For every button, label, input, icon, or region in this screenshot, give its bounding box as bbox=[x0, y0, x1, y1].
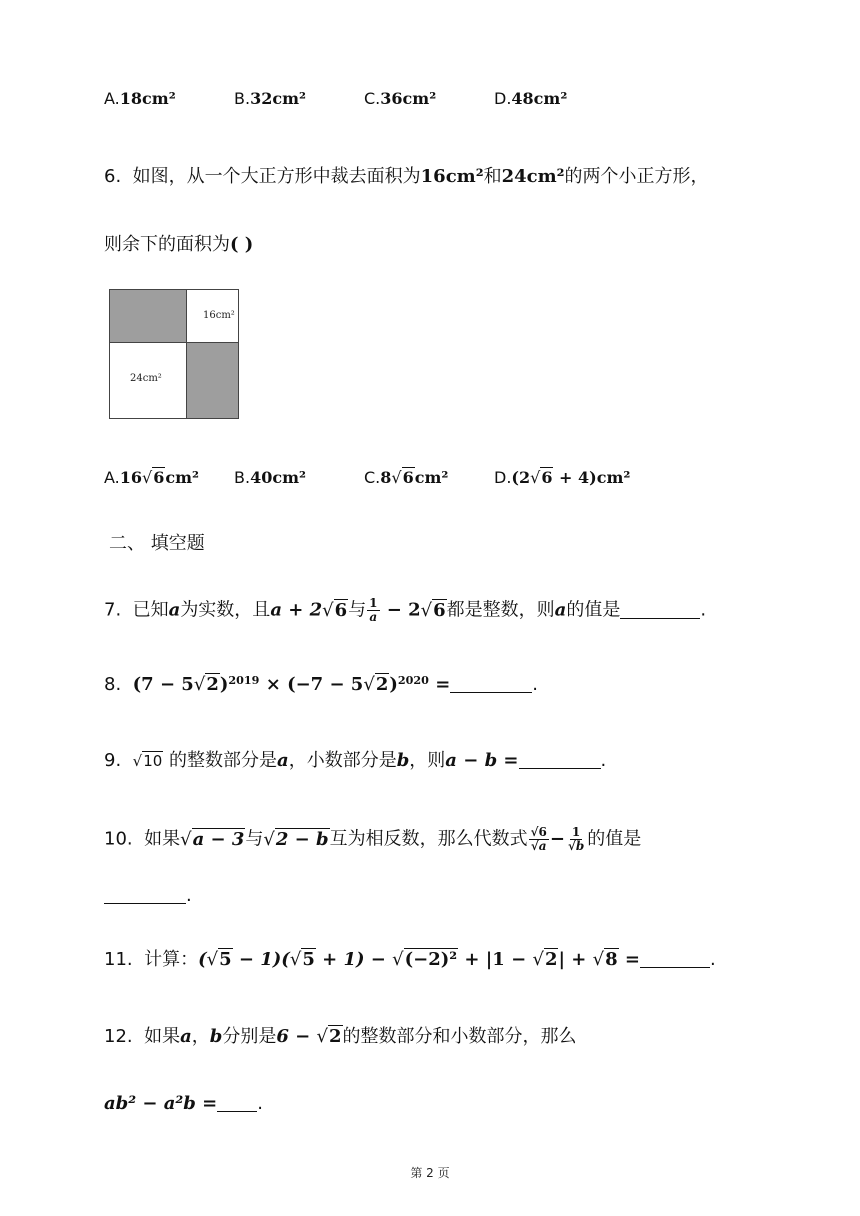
question-6-line1: 6. 如图，从一个大正方形中裁去面积为16cm²和24cm²的两个小正方形， bbox=[104, 166, 709, 187]
q5-option-a: A.18cm² bbox=[104, 89, 176, 108]
small-square-16 bbox=[187, 290, 238, 343]
label-16cm2: 16cm² bbox=[203, 310, 235, 321]
question-12: 12. 如果a，b分别是6 − √2的整数部分和小数部分，那么 bbox=[104, 1026, 577, 1047]
question-8: 8. $(7 - 5√2)^{2019} \times (-7 - 5√2)^{2020}$ = . bbox=[104, 673, 539, 695]
answer-blank[interactable] bbox=[620, 600, 700, 619]
q5-option-b: B.32cm² bbox=[234, 89, 307, 108]
label-24cm2: 24cm² bbox=[130, 373, 162, 384]
question-9: 9. √10 的整数部分是a，小数部分是b，则a − b = . bbox=[104, 750, 607, 771]
question-7: 7. 已知a为实数，且a + 2√6与 $\frac{1}{a}$ − 2√6都是整数，则a的值是 . bbox=[104, 596, 707, 624]
answer-blank[interactable] bbox=[450, 674, 532, 693]
question-11: 11. 计算：(√5 − 1)(√5 + 1) − √(−2)² + |1 − √2| + √8 = . bbox=[104, 949, 716, 970]
answer-blank[interactable] bbox=[640, 949, 710, 968]
squares-figure bbox=[109, 289, 239, 419]
section-title-fill-blank: 二、 填空题 bbox=[109, 533, 205, 554]
shaded-region-bottom-right bbox=[187, 343, 238, 418]
answer-blank[interactable] bbox=[519, 750, 601, 769]
question-6-line2: 则余下的面积为( ) bbox=[104, 234, 254, 255]
q6-option-d: D.(2√6 + 4)cm² bbox=[494, 468, 631, 487]
question-10: 10. 如果√a − 3与√2 − b互为相反数，那么代数式 $\frac{√6}{√a}$ − $\frac{1}{√b}$ 的值是 bbox=[104, 825, 642, 853]
q5-option-d: D.48cm² bbox=[494, 89, 568, 108]
question-12-line2: ab² − a²b = . bbox=[104, 1093, 263, 1114]
question-10-answer-line: . bbox=[104, 884, 192, 908]
answer-blank[interactable] bbox=[104, 885, 186, 904]
q6-option-c: C.8√6cm² bbox=[364, 468, 449, 487]
small-square-24 bbox=[110, 343, 187, 418]
q6-option-a: A.16√6cm² bbox=[104, 468, 200, 487]
q5-option-c: C.36cm² bbox=[364, 89, 437, 108]
page-number: 第 2 页 bbox=[410, 1166, 450, 1180]
answer-blank[interactable] bbox=[217, 1093, 257, 1112]
q6-option-b: B.40cm² bbox=[234, 468, 307, 487]
shaded-region-top-left bbox=[110, 290, 187, 343]
